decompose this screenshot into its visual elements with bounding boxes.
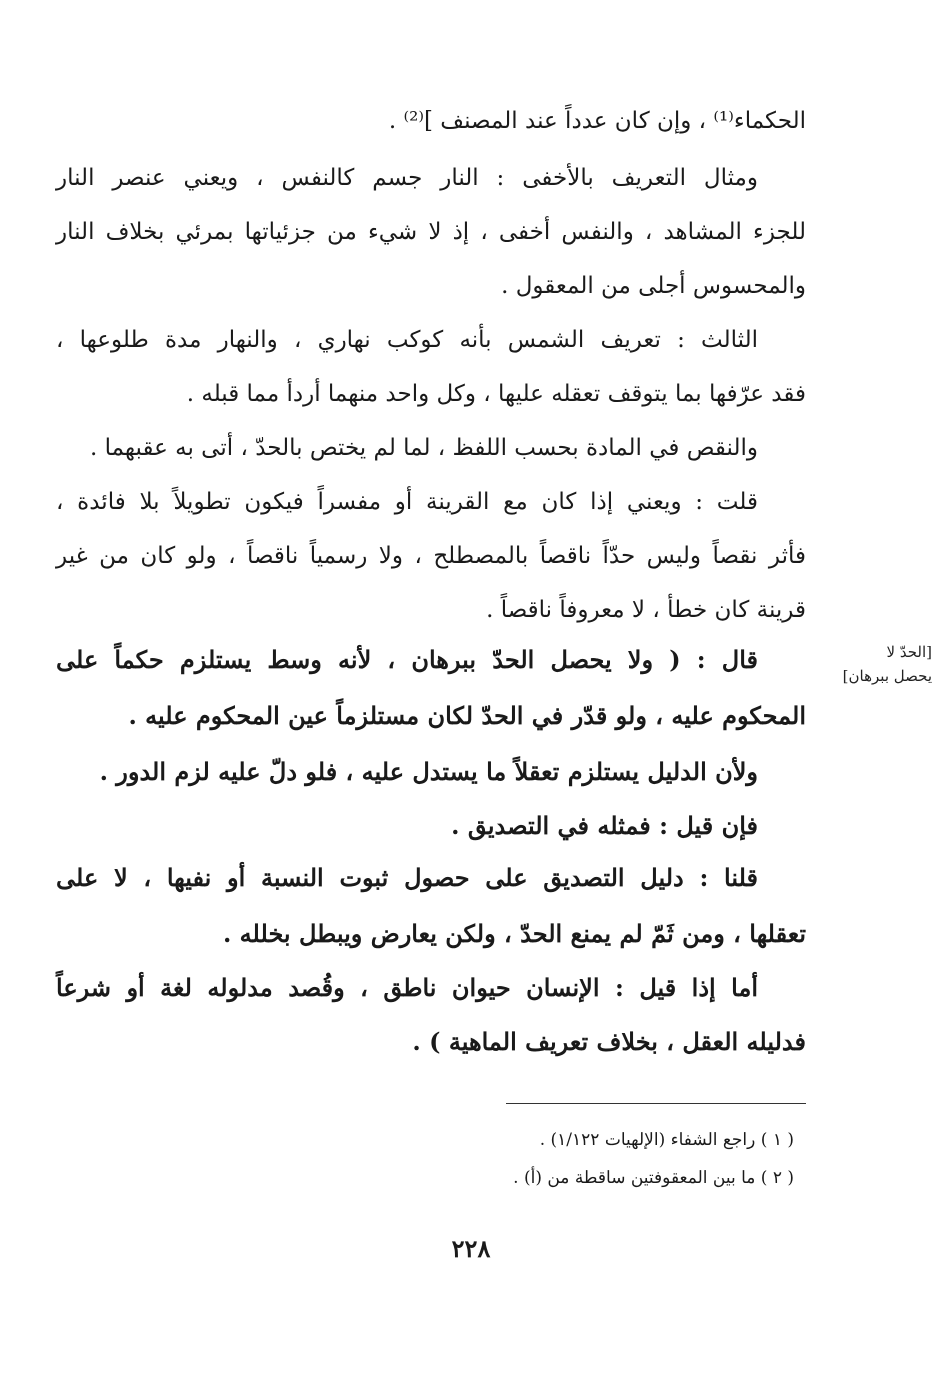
text-line: قرينة كان خطأ ، لا معروفاً ناقصاً . <box>486 597 806 623</box>
text-line-bold: أما إذا قيل : الإنسان حيوان ناطق ، وقُصد مدلوله لغة أو شرعاً <box>56 973 758 1002</box>
text-line: فقد عرّفها بما يتوقف تعقله عليها ، وكل واحد منهما أردأ مما قبله . <box>186 381 806 407</box>
page-number: ٢٢٨ <box>451 1234 491 1263</box>
text-line-bold: فدليله العقل ، بخلاف تعريف الماهية ) . <box>412 1027 806 1056</box>
text-line-bold: فإن قيل : فمثله في التصديق . <box>451 811 758 840</box>
margin-note-line: [الحدّ لا <box>886 643 932 661</box>
footnote-separator <box>506 1103 806 1104</box>
text-line: الثالث : تعريف الشمس بأنه كوكب نهاري ، والنهار مدة طلوعها ، <box>56 327 758 353</box>
text-line-bold: المحكوم عليه ، ولو قدّر في الحدّ لكان مستلزماً عين المحكوم عليه . <box>128 701 806 730</box>
footnote: ( ٢ ) ما بين المعقوفتين ساقطة من (أ) . <box>513 1168 794 1188</box>
margin-note-line: يحصل ببرهان] <box>842 667 932 685</box>
text-line: قلت : ويعني إذا كان مع القرينة أو مفسراً فيكون تطويلاً بلا فائدة ، <box>56 489 758 515</box>
text-line-bold: ولأن الدليل يستلزم تعقلاً ما يستدل عليه ، فلو دلّ عليه لزم الدور . <box>99 757 758 786</box>
text-line-bold: قال : ( ولا يحصل الحدّ ببرهان ، لأنه وسط يستلزم حكماً على <box>56 645 758 674</box>
text-line: والنقص في المادة بحسب اللفظ ، لما لم يختص بالحدّ ، أتى به عقبهما . <box>90 435 758 461</box>
footnote: ( ١ ) راجع الشفاء (الإلهيات ١/١٢٢) . <box>539 1130 794 1150</box>
text-line: للجزء المشاهد ، والنفس أخفى ، إذ لا شيء من جزئياتها بمرئي بخلاف النار <box>56 219 806 245</box>
text-line: والمحسوس أجلى من المعقول . <box>501 273 806 299</box>
text-line: ومثال التعريف بالأخفى : النار جسم كالنفس ، ويعني عنصر النار <box>56 165 758 191</box>
text-line-bold: تعقلها ، ومن ثَمّ لم يمنع الحدّ ، ولكن يعارض ويبطل بخلله . <box>222 919 806 948</box>
text-line: فأثر نقصاً وليس حدّاً ناقصاً بالمصطلح ، ولا رسمياً ناقصاً ، ولو كان من غير <box>56 543 806 569</box>
text-line: الحكماء⁽¹⁾ ، وإن كان عدداً عند المصنف ]⁽²⁾ . <box>388 108 806 134</box>
text-line-bold: قلنا : دليل التصديق على حصول ثبوت النسبة أو نفيها ، لا على <box>56 863 758 892</box>
margin-note <box>812 640 932 688</box>
